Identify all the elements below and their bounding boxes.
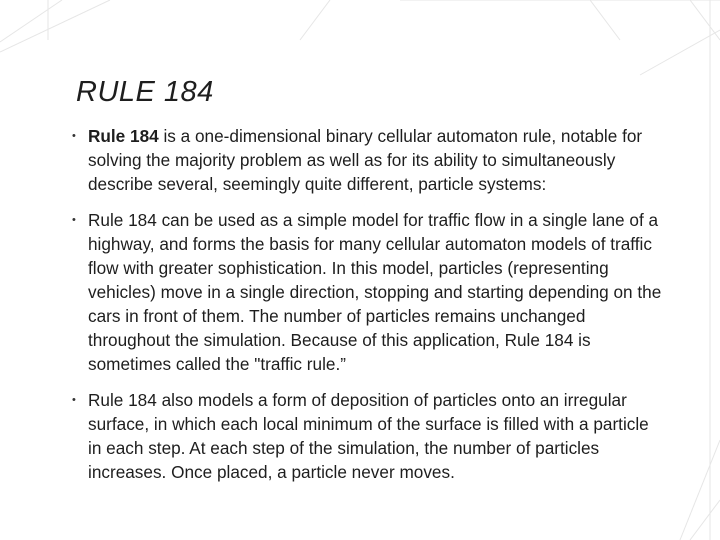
bullet-dot-icon: • <box>72 394 76 406</box>
decor-line <box>0 0 62 42</box>
bullet-item <box>72 388 662 484</box>
bullet-text: Rule 184 can be used as a simple model for traffic flow in a single lane of a highway, and forms the basis for many cellular automaton models of traffic flow with greater sophistication. In this model, particles (representing vehicles) move in a single direction, stopping and starting depending on the cars in front of them. The number of particles remains unchanged throughout the simulation. Because of this application, Rule 184 is sometimes called the "traffic rule.” <box>88 210 662 374</box>
bullet-item <box>72 124 662 196</box>
bullet-text: is a one-dimensional binary cellular automaton rule, notable for solving the majority problem as well as for its ability to simultaneously describe several, seemingly quite different, particle systems: <box>88 126 643 194</box>
bullet-dot-icon: • <box>72 214 76 226</box>
decor-line <box>0 0 110 52</box>
decor-line <box>690 0 720 40</box>
decor-line <box>640 30 720 75</box>
bullet-text: Rule 184 also models a form of deposition of particles onto an irregular surface, in which each local minimum of the surface is filled with a particle in each step. At each step of the simulation, the number of particles increases. Once placed, a particle never moves. <box>88 390 649 482</box>
decor-line <box>300 0 330 40</box>
decor-line <box>690 500 720 540</box>
decor-line <box>590 0 620 40</box>
bullet-dot-icon: • <box>72 130 76 142</box>
bullet-bold-term: Rule 184 <box>88 126 159 146</box>
slide-title: RULE 184 <box>76 76 214 108</box>
bullet-list <box>72 124 662 496</box>
decor-line <box>680 440 720 540</box>
bullet-item <box>72 208 662 376</box>
